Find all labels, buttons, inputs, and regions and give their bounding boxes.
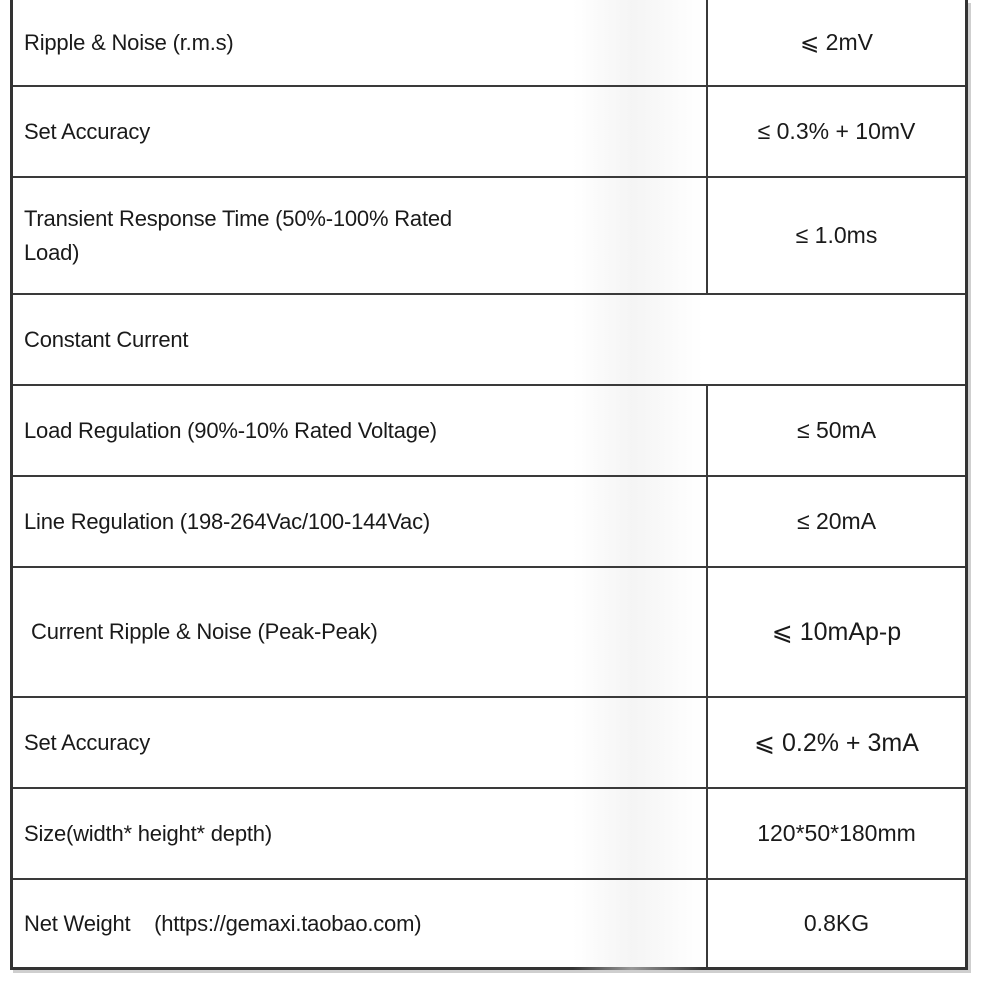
table-row bbox=[13, 698, 965, 789]
spec-value: ≤ 50mA bbox=[796, 417, 877, 443]
spec-value: ≤ 0.3% + 10mV bbox=[757, 118, 916, 144]
spec-value: 0.8KG bbox=[803, 910, 870, 936]
spec-value: ⩽ 10mAp-p bbox=[771, 618, 902, 646]
table-row bbox=[13, 0, 965, 87]
spec-value: ≤ 20mA bbox=[796, 508, 877, 534]
spec-label: Load Regulation (90%-10% Rated Voltage) bbox=[24, 417, 437, 443]
table-row bbox=[13, 386, 965, 477]
table-row bbox=[13, 87, 965, 178]
spec-label: Transient Response Time (50%-100% Rated Load) bbox=[24, 205, 452, 265]
spec-label: Set Accuracy bbox=[24, 729, 150, 755]
spec-label: Ripple & Noise (r.m.s) bbox=[24, 29, 234, 55]
table-row bbox=[13, 178, 965, 295]
spec-label: Size(width* height* depth) bbox=[24, 820, 272, 846]
spec-value: ⩽ 2mV bbox=[800, 29, 873, 55]
table-row bbox=[13, 568, 965, 698]
spec-label: Line Regulation (198-264Vac/100-144Vac) bbox=[24, 508, 430, 534]
table-row bbox=[13, 880, 965, 967]
spec-value: ⩽ 0.2% + 3mA bbox=[754, 728, 919, 757]
spec-label: Set Accuracy bbox=[24, 118, 150, 144]
spec-label: Current Ripple & Noise (Peak-Peak) bbox=[31, 619, 378, 644]
spec-label: Net Weight (https://gemaxi.taobao.com) bbox=[24, 910, 422, 936]
table-row bbox=[13, 789, 965, 880]
table-row bbox=[13, 477, 965, 568]
section-header-row bbox=[13, 295, 965, 386]
section-header: Constant Current bbox=[24, 326, 189, 352]
spec-table bbox=[10, 0, 968, 970]
spec-value: ≤ 1.0ms bbox=[795, 222, 878, 248]
spec-value: 120*50*180mm bbox=[757, 820, 916, 846]
